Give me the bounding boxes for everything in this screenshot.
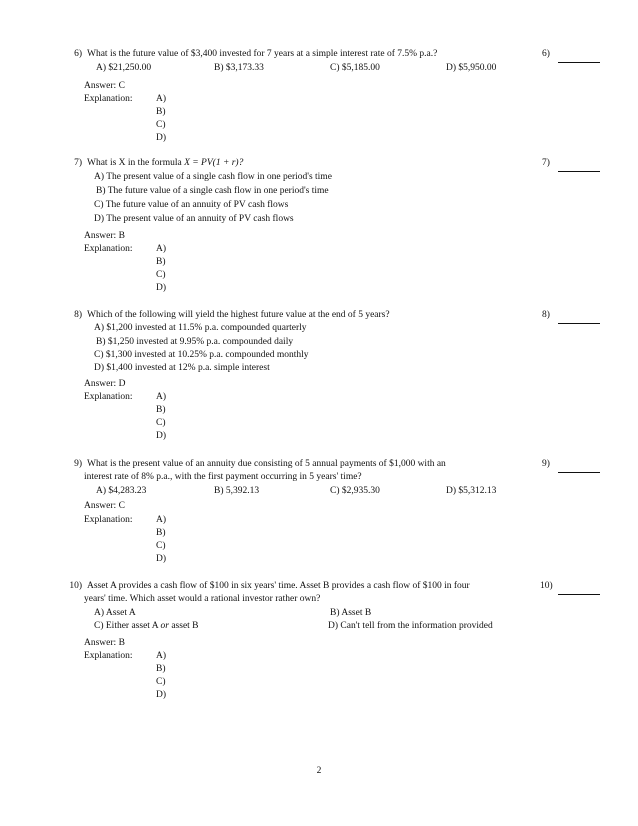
answer-blank[interactable] (558, 461, 600, 473)
answer-slot-number: 6) (542, 49, 550, 59)
explanation-c: C) (156, 120, 166, 130)
explanation-d: D) (156, 133, 167, 143)
answer-slot-number: 9) (542, 459, 550, 469)
explanation-c: C) (156, 418, 166, 428)
explanation-d: D) (156, 431, 167, 441)
explanation-d: D) (156, 554, 167, 564)
option-c-emphasis: or (160, 621, 169, 631)
answer: Answer: C (84, 501, 125, 511)
option-d: D) $5,312.13 (446, 486, 497, 496)
option-c-part-2: asset B (168, 621, 199, 631)
question-text-line-1: What is the present value of an annuity due consisting of 5 annual payments of $1,000 with an (87, 459, 446, 469)
explanation-b: B) (156, 257, 166, 267)
question-number: 6) (74, 49, 82, 59)
question-number: 8) (74, 310, 82, 320)
explanation-a: A) (156, 244, 167, 254)
question-text: Which of the following will yield the highest future value at the end of 5 years? (87, 310, 390, 320)
formula: X = PV(1 + r)? (184, 158, 244, 168)
explanation-b: B) (156, 528, 166, 538)
explanation-a: A) (156, 94, 167, 104)
question-text-line-2: years' time. Which asset would a rational investor rather own? (84, 594, 321, 604)
answer-slot-number: 10) (540, 581, 553, 591)
explanation-b: B) (156, 405, 166, 415)
option-c (94, 620, 199, 633)
question-text (87, 157, 243, 170)
explanation-b: B) (156, 107, 166, 117)
answer-blank[interactable] (558, 160, 600, 172)
option-c: C) The future value of an annuity of PV cash flows (94, 200, 289, 210)
answer-blank[interactable] (558, 312, 600, 324)
question-text-line-2: interest rate of 8% p.a., with the first payment occurring in 5 years' time? (84, 472, 362, 482)
answer-slot-number: 8) (542, 310, 550, 320)
explanation-a: A) (156, 515, 167, 525)
option-a: A) $4,283.23 (96, 486, 147, 496)
option-a: A) The present value of a single cash flow in one period's time (94, 172, 332, 182)
answer-slot-number: 7) (542, 158, 550, 168)
answer: Answer: B (84, 231, 125, 241)
option-c: C) $2,935.30 (330, 486, 380, 496)
option-a: A) $1,200 invested at 11.5% p.a. compounded quarterly (94, 323, 307, 333)
explanation-c: C) (156, 270, 166, 280)
answer: Answer: B (84, 638, 125, 648)
option-d: D) $1,400 invested at 12% p.a. simple interest (94, 363, 270, 373)
explanation-d: D) (156, 690, 167, 700)
answer-blank[interactable] (558, 51, 600, 63)
option-a: A) $21,250.00 (96, 63, 152, 73)
explanation-label: Explanation: (84, 651, 133, 661)
question-number: 10) (69, 581, 82, 591)
option-b: B) $3,173.33 (214, 63, 264, 73)
explanation-a: A) (156, 392, 167, 402)
explanation-label: Explanation: (84, 94, 133, 104)
option-b: B) $1,250 invested at 9.95% p.a. compounded daily (96, 337, 294, 347)
question-text-prefix: What is X in the formula (87, 158, 185, 168)
option-c-part-1: C) Either asset A (94, 621, 161, 631)
question-text: What is the future value of $3,400 invested for 7 years at a simple interest rate of 7.5% p.a.? (87, 49, 438, 59)
option-b: B) 5,392.13 (214, 486, 260, 496)
explanation-d: D) (156, 283, 167, 293)
page-number: 2 (316, 766, 322, 776)
option-b: B) The future value of a single cash flow in one period's time (96, 186, 329, 196)
option-d: D) Can't tell from the information provided (328, 621, 493, 631)
explanation-c: C) (156, 541, 166, 551)
question-number: 9) (74, 459, 82, 469)
question-text-line-1: Asset A provides a cash flow of $100 in six years' time. Asset B provides a cash flow of $100 in four (87, 581, 470, 591)
answer: Answer: C (84, 81, 125, 91)
option-b: B) Asset B (330, 608, 372, 618)
option-c: C) $5,185.00 (330, 63, 380, 73)
option-d: D) $5,950.00 (446, 63, 497, 73)
option-c: C) $1,300 invested at 10.25% p.a. compounded monthly (94, 350, 309, 360)
answer-blank[interactable] (558, 583, 600, 595)
option-a: A) Asset A (94, 608, 136, 618)
question-number: 7) (74, 158, 82, 168)
explanation-a: A) (156, 651, 167, 661)
explanation-c: C) (156, 677, 166, 687)
answer: Answer: D (84, 379, 126, 389)
option-d: D) The present value of an annuity of PV cash flows (94, 214, 294, 224)
explanation-b: B) (156, 664, 166, 674)
explanation-label: Explanation: (84, 392, 133, 402)
explanation-label: Explanation: (84, 244, 133, 254)
explanation-label: Explanation: (84, 515, 133, 525)
